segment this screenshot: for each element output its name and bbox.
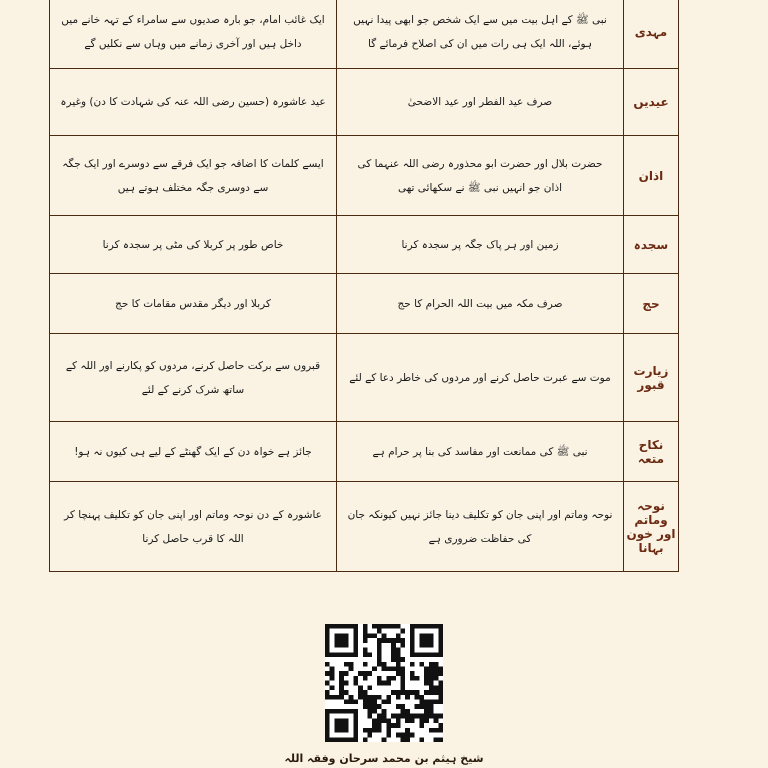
table-row — [50, 69, 679, 136]
table-row — [50, 136, 679, 216]
table-row — [50, 216, 679, 274]
row-topic: مہدی — [624, 0, 679, 69]
qr-code — [325, 624, 443, 742]
row-column-b: ایک غائب امام، جو بارہ صدیوں سے سامراء کے تہہ خانے میں داخل ہیں اور آخری زمانے میں وہاں سے نکلیں گے — [50, 0, 337, 69]
table-row — [50, 334, 679, 422]
row-topic: عیدیں — [624, 69, 679, 136]
row-column-b: قبروں سے برکت حاصل کرنے، مردوں کو پکارنے اور اللہ کے ساتھ شرک کرنے کے لئے — [50, 334, 337, 422]
row-topic: حج — [624, 274, 679, 334]
table-row — [50, 482, 679, 572]
row-column-a: صرف مکہ میں بیت اللہ الحرام کا حج — [337, 274, 624, 334]
row-topic: اذان — [624, 136, 679, 216]
row-column-a: زمین اور ہر پاک جگہ پر سجدہ کرنا — [337, 216, 624, 274]
comparison-table — [49, 0, 679, 572]
row-column-b: خاص طور پر کربلا کی مٹی پر سجدہ کرنا — [50, 216, 337, 274]
table-row — [50, 0, 679, 69]
row-column-a: موت سے عبرت حاصل کرنے اور مردوں کی خاطر دعا کے لئے — [337, 334, 624, 422]
row-column-b: ایسے کلمات کا اضافہ جو ایک فرقے سے دوسرے اور ایک جگہ سے دوسری جگہ مختلف ہوتے ہیں — [50, 136, 337, 216]
row-column-a: نبی ﷺ کے اہل بیت میں سے ایک شخص جو ابھی پیدا نہیں ہوئے، اللہ ایک ہی رات میں ان کی اصلاح فرمائے گا — [337, 0, 624, 69]
row-column-b: کربلا اور دیگر مقدس مقامات کا حج — [50, 274, 337, 334]
row-column-b: عید عاشورہ (حسین رضی اللہ عنہ کی شہادت کا دن) وغیرہ — [50, 69, 337, 136]
row-topic: نوحہ وماتم اور خون بہانا — [624, 482, 679, 572]
author-credit: شیخ ہیثم بن محمد سرحان وفقہ اللہ — [284, 752, 484, 765]
row-column-b: جائز ہے خواہ دن کے ایک گھنٹے کے لیے ہی کیوں نہ ہو! — [50, 422, 337, 482]
row-column-b: عاشورہ کے دن نوحہ وماتم اور اپنی جان کو تکلیف پہنچا کر اللہ کا قرب حاصل کرنا — [50, 482, 337, 572]
row-topic: سجدہ — [624, 216, 679, 274]
row-column-a: نبی ﷺ کی ممانعت اور مفاسد کی بنا پر حرام ہے — [337, 422, 624, 482]
row-topic: نکاح متعہ — [624, 422, 679, 482]
table-row — [50, 274, 679, 334]
row-column-a: حضرت بلال اور حضرت ابو محذورہ رضی اللہ عنہما کی اذان جو انہیں نبی ﷺ نے سکھائی تھی — [337, 136, 624, 216]
row-column-a: صرف عید الفطر اور عید الاضحیٰ — [337, 69, 624, 136]
row-column-a: نوحہ وماتم اور اپنی جان کو تکلیف دینا جائز نہیں کیونکہ جان کی حفاظت ضروری ہے — [337, 482, 624, 572]
row-topic: زیارت قبور — [624, 334, 679, 422]
table-row — [50, 422, 679, 482]
